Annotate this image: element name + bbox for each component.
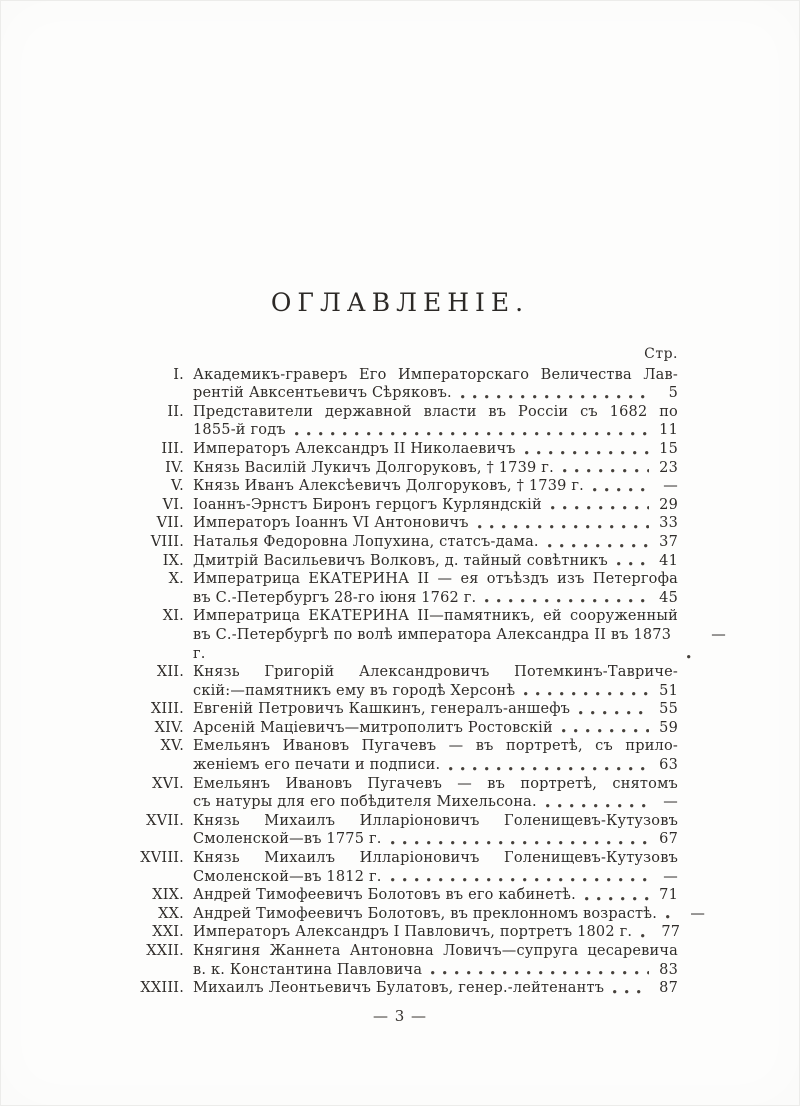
dot-leader: [585, 897, 649, 902]
entry-lines: [193, 533, 678, 552]
entry-lines: [193, 403, 678, 440]
entry-lines: [193, 440, 678, 459]
entry-lines: [193, 737, 678, 774]
toc-entry: [132, 849, 678, 886]
entry-roman-numeral: XXIII.: [140, 980, 184, 997]
entry-page-number: —: [711, 626, 726, 643]
entry-page-number: 83: [659, 961, 678, 978]
entry-lines: [193, 905, 706, 924]
entry-title: съ натуры для его побѣдителя Михельсона.: [193, 794, 537, 811]
toc-entry: [132, 942, 678, 979]
entry-title: Евгеній Петровичъ Кашкинъ, генералъ-аншефъ: [193, 701, 571, 718]
entry-page-number: 29: [659, 496, 678, 513]
entry-page-number: 5: [668, 385, 678, 402]
toc-entry: [132, 403, 678, 440]
dot-leader: [562, 729, 649, 734]
toc-entry: [132, 905, 706, 924]
entry-roman-numeral: V.: [171, 478, 184, 495]
entry-title-line: Князь Михаилъ Илларіоновичъ Голенищевъ-Кутузовъ: [193, 850, 678, 867]
entry-page-number: 23: [659, 459, 678, 476]
entry-title: Императоръ Александръ II Николаевичъ: [193, 440, 516, 457]
dot-leader: [461, 395, 649, 400]
entry-title: скій:—памятникъ ему въ городѣ Херсонѣ: [193, 682, 516, 699]
entry-roman-numeral: XV.: [160, 738, 184, 755]
entry-roman-numeral: XVIII.: [140, 850, 184, 867]
entry-roman-numeral: X.: [168, 571, 184, 588]
entry-lines: [193, 607, 726, 663]
entry-lines: [193, 942, 678, 979]
entry-lines: [193, 719, 678, 738]
entry-page-number: —: [663, 478, 678, 495]
dot-leader: [548, 544, 649, 549]
entry-roman-numeral: XVI.: [152, 775, 184, 792]
toc-entry: [132, 886, 678, 905]
entry-title: въ С.-Петербургъ 28-го іюня 1762 г.: [193, 589, 477, 606]
entry-roman-numeral: III.: [161, 440, 184, 457]
dot-leader: [485, 599, 649, 604]
entry-page-number: 55: [659, 701, 678, 718]
entry-page-number: —: [690, 905, 706, 922]
entry-title: Андрей Тимофеевичъ Болотовъ въ его кабинетѣ.: [193, 887, 576, 904]
toc-entry: [132, 663, 678, 700]
entry-lines: [193, 663, 678, 700]
entry-lines: [193, 477, 678, 496]
entry-page-number: —: [663, 868, 678, 885]
toc-entry: [132, 533, 678, 552]
entry-lines: [193, 812, 678, 849]
toc-entry: [132, 496, 678, 515]
entry-roman-numeral: XIX.: [152, 887, 184, 904]
dot-leader: [579, 711, 649, 716]
dot-leader: [391, 878, 649, 883]
entry-page-number: 67: [659, 831, 678, 848]
dot-leader: [641, 934, 651, 939]
dot-leader: [613, 990, 649, 995]
toc-entry: [132, 979, 678, 998]
entry-lines: [193, 849, 678, 886]
entry-title: Михаилъ Леонтьевичъ Булатовъ, генер.-лейтенантъ: [193, 980, 605, 997]
dot-leader: [687, 655, 697, 660]
dot-leader: [391, 841, 649, 846]
toc-entry: [132, 812, 678, 849]
dot-leader: [524, 692, 649, 697]
toc-entry: [132, 737, 678, 774]
entry-roman-numeral: XVII.: [146, 812, 184, 829]
toc-entry: [132, 923, 681, 942]
entry-page-number: 33: [659, 515, 678, 532]
entry-lines: [193, 775, 678, 812]
toc-entry: [132, 719, 678, 738]
entry-title-line: Емельянъ Ивановъ Пугачевъ — въ портретѣ, съ прило-: [193, 738, 678, 755]
entry-title-line: Князь Григорій Александровичъ Потемкинъ-Тавриче-: [193, 664, 678, 681]
toc-entry: [132, 775, 678, 812]
entry-roman-numeral: XXI.: [152, 924, 184, 941]
entry-lines: [193, 496, 678, 515]
toc-entry: [132, 477, 678, 496]
entry-page-number: 59: [659, 719, 678, 736]
toc-entry: [132, 607, 726, 663]
entry-roman-numeral: I.: [173, 366, 184, 383]
entry-roman-numeral: XXII.: [146, 943, 184, 959]
entry-lines: [193, 570, 678, 607]
entry-title: Императоръ Іоаннъ VI Антоновичъ: [193, 515, 469, 532]
entry-title-line: Князь Михаилъ Илларіоновичъ Голенищевъ-Кутузовъ: [193, 812, 678, 829]
page-title: ОГЛАВЛЕНІЕ.: [270, 288, 530, 317]
entry-page-number: —: [663, 794, 678, 811]
dot-leader: [449, 767, 649, 772]
entry-title-line: Емельянъ Ивановъ Пугачевъ — въ портретѣ, снятомъ: [193, 775, 678, 792]
content-column: [132, 345, 726, 998]
entry-title: Императоръ Александръ I Павловичъ, портретъ 1802 г.: [193, 924, 633, 941]
toc-entry: [132, 459, 678, 478]
entry-title: рентій Авксентьевичъ Сѣряковъ.: [193, 385, 452, 402]
dot-leader: [525, 451, 649, 456]
entry-roman-numeral: VIII.: [150, 533, 184, 550]
entry-page-number: 15: [659, 440, 678, 457]
entry-title: Арсеній Маціевичъ—митрополитъ Ростовскій: [193, 719, 553, 736]
entry-roman-numeral: II.: [167, 403, 184, 420]
page-number-footer: — 3 —: [372, 1006, 428, 1025]
dot-leader: [431, 971, 649, 976]
entry-page-number: 87: [659, 980, 678, 997]
entry-roman-numeral: XX.: [158, 905, 184, 922]
entry-title: Андрей Тимофеевичъ Болотовъ, въ преклонномъ возрастѣ.: [193, 905, 658, 922]
entry-roman-numeral: XII.: [156, 664, 184, 681]
entry-title: Смоленской—въ 1775 г.: [193, 831, 382, 848]
entry-page-number: 11: [659, 422, 678, 439]
entry-title: 1855-й годъ: [193, 422, 286, 439]
entry-title-line: Представители державной власти въ Россіи съ 1682 по: [193, 403, 678, 420]
entry-lines: [193, 700, 678, 719]
entry-title: Іоаннъ-Эрнстъ Биронъ герцогъ Курляндскій: [193, 496, 542, 513]
entry-lines: [193, 552, 678, 571]
entry-title: Наталья Федоровна Лопухина, статсъ-дама.: [193, 533, 539, 550]
entry-roman-numeral: VI.: [162, 496, 184, 513]
entry-page-number: 71: [659, 887, 678, 904]
dot-leader: [546, 804, 649, 809]
entry-title-line: Императрица ЕКАТЕРИНА II—памятникъ, ей сооруженный: [193, 608, 678, 625]
dot-leader: [617, 562, 649, 567]
entry-page-number: 51: [659, 682, 678, 699]
dot-leader: [666, 915, 676, 920]
dot-leader: [478, 525, 649, 530]
dot-leader: [551, 506, 649, 511]
entry-lines: [193, 979, 678, 998]
toc-entry: [132, 552, 678, 571]
entry-roman-numeral: XIII.: [150, 701, 184, 718]
toc-entry: [132, 440, 678, 459]
entry-roman-numeral: IX.: [162, 552, 184, 569]
dot-leader: [593, 488, 649, 493]
entry-roman-numeral: XIV.: [154, 719, 184, 736]
dot-leader: [563, 469, 649, 474]
entry-page-number: 77: [661, 924, 681, 941]
toc-list: [132, 366, 726, 998]
dot-leader: [295, 432, 649, 437]
entry-title-line: Княгиня Жаннета Антоновна Ловичъ—супруга цесаревича: [193, 943, 678, 959]
entry-page-number: 37: [659, 533, 678, 550]
entry-roman-numeral: XI.: [162, 608, 184, 625]
entry-title: женіемъ его печати и подписи.: [193, 757, 441, 774]
entry-lines: [193, 923, 681, 942]
entry-page-number: 41: [659, 552, 678, 569]
entry-title: Князь Иванъ Алексѣевичъ Долгоруковъ, † 1739 г.: [193, 478, 584, 495]
toc-entry: [132, 366, 678, 403]
toc-entry: [132, 514, 678, 533]
entry-title-line: Императрица ЕКАТЕРИНА II — ея отъѣздъ изъ Петергофа: [193, 571, 678, 588]
toc-entry: [132, 700, 678, 719]
entry-lines: [193, 886, 678, 905]
entry-page-number: 45: [659, 589, 678, 606]
entry-title: въ С.-Петербургѣ по волѣ императора Александра II въ 1873 г.: [193, 626, 672, 662]
page-column-header: Стр.: [644, 346, 678, 362]
entry-roman-numeral: VII.: [156, 515, 184, 532]
entry-lines: [193, 366, 678, 403]
entry-title: Князь Василій Лукичъ Долгоруковъ, † 1739 г.: [193, 459, 554, 476]
entry-page-number: 63: [659, 757, 678, 774]
entry-title-line: Академикъ-граверъ Его Императорскаго Величества Лав-: [193, 366, 678, 383]
toc-entry: [132, 570, 678, 607]
entry-title: Дмитрій Васильевичъ Волковъ, д. тайный совѣтникъ: [193, 552, 608, 569]
entry-title: в. к. Константина Павловича: [193, 961, 423, 978]
entry-roman-numeral: IV.: [165, 459, 184, 476]
entry-lines: [193, 514, 678, 533]
entry-title: Смоленской—въ 1812 г.: [193, 868, 382, 885]
entry-lines: [193, 459, 678, 478]
